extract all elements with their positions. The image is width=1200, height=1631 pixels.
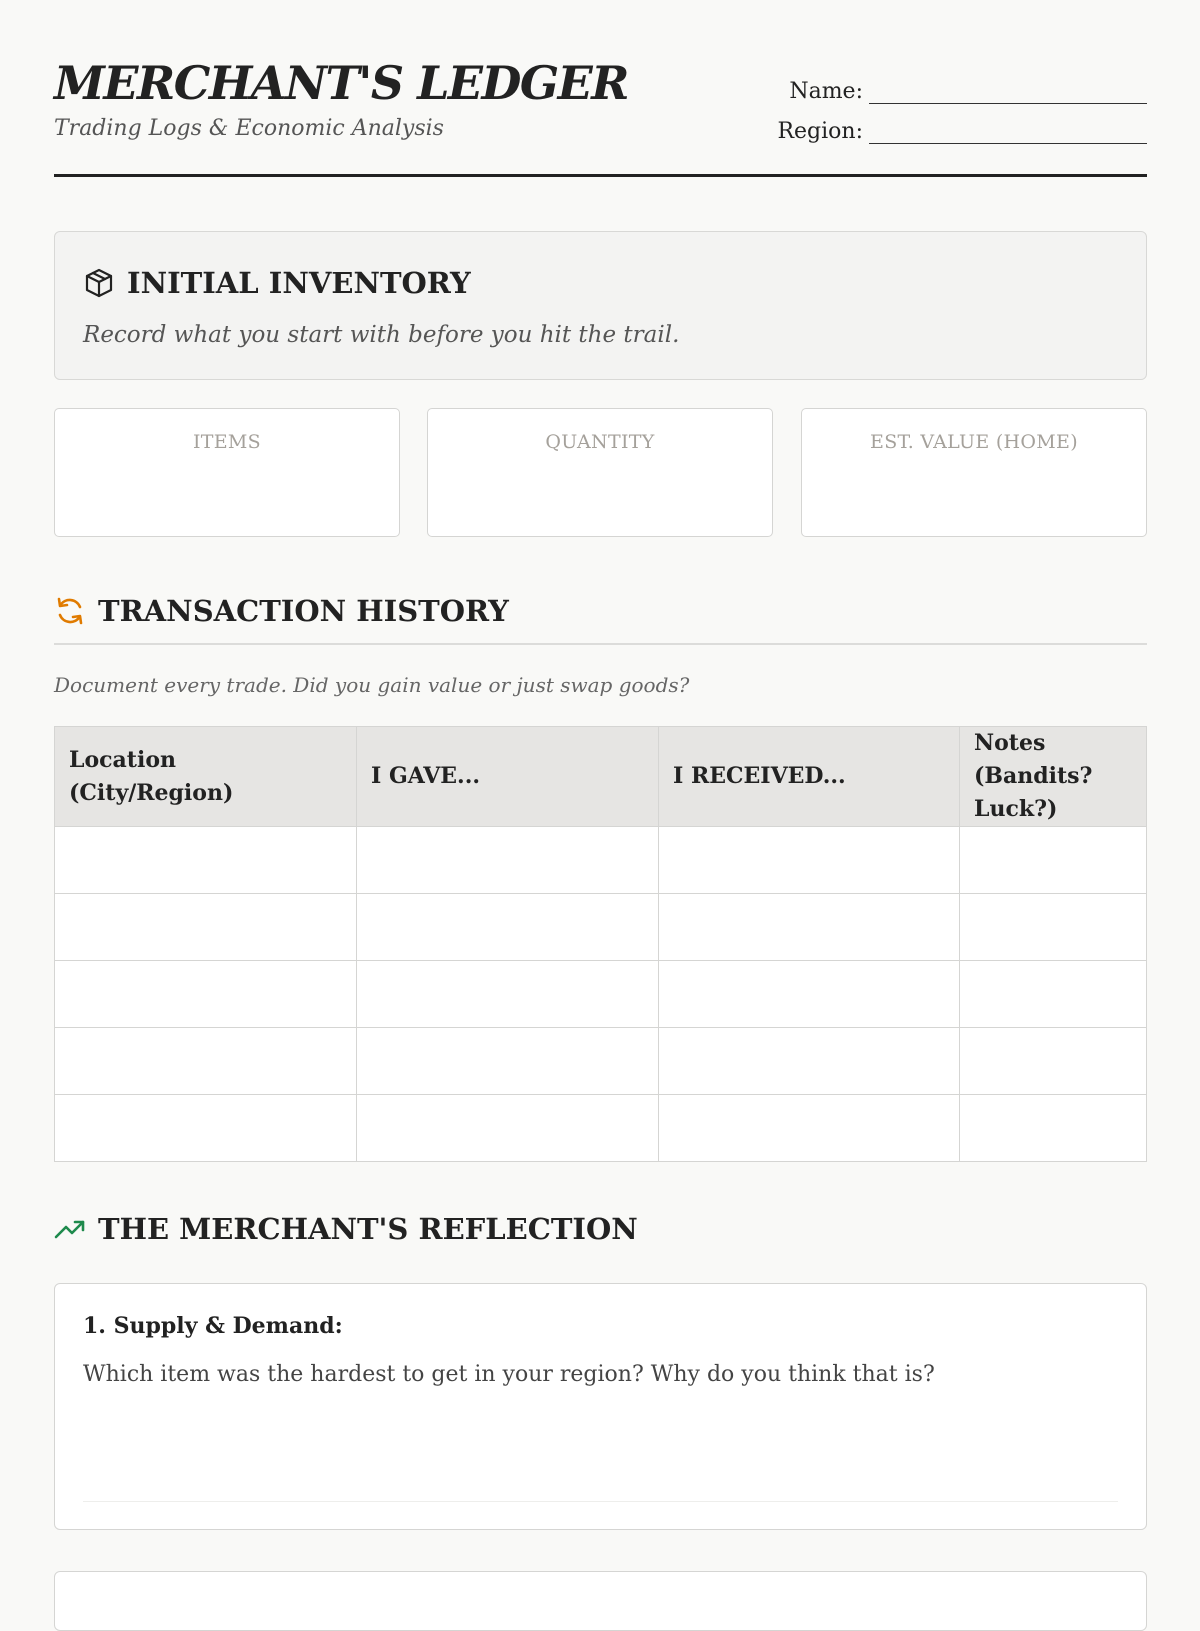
table-row — [55, 827, 1147, 894]
header — [54, 0, 1147, 177]
reflection-title: THE MERCHANT'S REFLECTION — [98, 1212, 638, 1246]
table-cell[interactable] — [960, 961, 1147, 1028]
name-field[interactable] — [869, 77, 1147, 104]
table-cell[interactable] — [659, 1095, 960, 1162]
table-cell[interactable] — [55, 827, 357, 894]
table-cell[interactable] — [960, 894, 1147, 961]
question-card — [54, 1283, 1147, 1530]
table-cell[interactable] — [55, 894, 357, 961]
region-row — [747, 104, 1147, 144]
inventory-heading — [83, 266, 471, 300]
section-divider — [54, 643, 1147, 645]
question-text: Which item was the hardest to get in your region? Why do you think that is? — [83, 1362, 935, 1387]
table-cell[interactable] — [659, 961, 960, 1028]
table-cell[interactable] — [960, 827, 1147, 894]
page-subtitle: Trading Logs & Economic Analysis — [54, 116, 444, 141]
table-header-row — [55, 727, 1147, 827]
region-field[interactable] — [869, 117, 1147, 144]
inventory-columns — [54, 408, 1147, 537]
inventory-description: Record what you start with before you hit the trail. — [83, 322, 680, 348]
answer-line[interactable] — [83, 1501, 1118, 1502]
table-cell[interactable] — [960, 1095, 1147, 1162]
page-title: MERCHANT'S LEDGER — [54, 56, 628, 110]
table-row — [55, 894, 1147, 961]
table-row — [55, 961, 1147, 1028]
inventory-title: INITIAL INVENTORY — [127, 266, 471, 300]
student-info — [747, 64, 1147, 144]
quantity-field[interactable] — [427, 408, 773, 537]
transactions-heading — [54, 594, 509, 628]
table-cell[interactable] — [960, 1028, 1147, 1095]
table-cell[interactable] — [659, 827, 960, 894]
table-cell[interactable] — [659, 1028, 960, 1095]
name-row — [747, 64, 1147, 104]
table-cell[interactable] — [357, 1028, 659, 1095]
trending-up-icon — [54, 1213, 86, 1245]
table-cell[interactable] — [55, 961, 357, 1028]
inventory-section — [54, 231, 1147, 380]
table-cell[interactable] — [55, 1028, 357, 1095]
worksheet-page — [54, 0, 1147, 1387]
quantity-label: QUANTITY — [545, 431, 655, 453]
table-cell[interactable] — [659, 894, 960, 961]
table-row — [55, 1028, 1147, 1095]
table-cell[interactable] — [55, 1095, 357, 1162]
region-label: Region: — [777, 119, 863, 144]
transactions-description: Document every trade. Did you gain value or just swap goods? — [54, 673, 690, 697]
gave-column-header: I GAVE... — [357, 727, 659, 827]
question-card — [54, 1571, 1147, 1631]
table-cell[interactable] — [357, 961, 659, 1028]
transactions-title: TRANSACTION HISTORY — [98, 594, 509, 628]
table-cell[interactable] — [357, 827, 659, 894]
table-cell[interactable] — [357, 1095, 659, 1162]
reflection-heading — [54, 1212, 638, 1246]
table-cell[interactable] — [357, 894, 659, 961]
question-title: 1. Supply & Demand: — [83, 1313, 343, 1339]
items-field[interactable] — [54, 408, 400, 537]
est-value-field[interactable] — [801, 408, 1147, 537]
notes-column-header: Notes (Bandits? Luck?) — [960, 727, 1147, 827]
table-row — [55, 1095, 1147, 1162]
name-label: Name: — [789, 79, 863, 104]
package-icon — [83, 267, 115, 299]
received-column-header: I RECEIVED... — [659, 727, 960, 827]
items-label: ITEMS — [192, 431, 262, 453]
location-column-header: Location (City/Region) — [55, 727, 357, 827]
est-value-label: EST. VALUE (HOME) — [870, 431, 1078, 453]
refresh-icon — [54, 595, 86, 627]
transaction-table — [54, 726, 1147, 1162]
